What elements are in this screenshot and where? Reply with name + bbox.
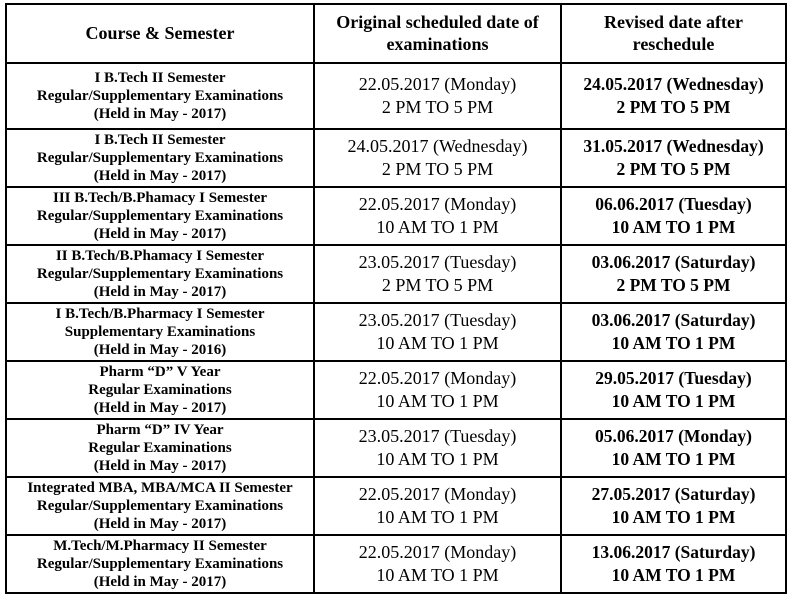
revised-date-cell-line: 29.05.2017 (Tuesday) — [595, 368, 752, 389]
course-cell-line: (Held in May - 2017) — [93, 226, 227, 242]
original-date-cell-line: 22.05.2017 (Monday) — [358, 483, 517, 504]
table-row — [6, 303, 786, 361]
revised-date-cell — [561, 129, 786, 187]
original-date-cell-line: 10 AM TO 1 PM — [376, 217, 499, 237]
revised-date-cell — [561, 63, 786, 129]
original-date-cell-line: 23.05.2017 (Tuesday) — [358, 309, 517, 330]
original-date-cell-line: 22.05.2017 (Monday) — [358, 73, 517, 94]
exam-reschedule-table — [5, 3, 787, 594]
course-cell-line: Pharm “D” V Year — [99, 364, 221, 380]
course-cell-line: (Held in May - 2017) — [93, 106, 227, 122]
table-row — [6, 419, 786, 477]
original-date-cell-line: 10 AM TO 1 PM — [376, 507, 499, 527]
course-cell-line: Supplementary Examinations — [64, 324, 256, 340]
original-date-cell-line: 10 AM TO 1 PM — [376, 391, 499, 411]
course-cell-line: (Held in May - 2017) — [93, 168, 227, 184]
course-cell-line: I B.Tech/B.Pharmacy I Semester — [55, 306, 265, 322]
revised-date-cell — [561, 535, 786, 593]
revised-date-cell-line: 2 PM TO 5 PM — [616, 275, 731, 295]
table-header-row — [6, 4, 786, 63]
table-row — [6, 361, 786, 419]
course-cell-line: I B.Tech II Semester — [94, 70, 226, 86]
course-cell-line: Regular/Supplementary Examinations — [36, 150, 284, 166]
original-date-cell — [314, 361, 561, 419]
original-date-cell-line: 23.05.2017 (Tuesday) — [358, 425, 517, 446]
column-header-revised-date — [561, 4, 786, 63]
original-date-cell — [314, 419, 561, 477]
table-body — [6, 63, 786, 593]
revised-date-cell-line: 10 AM TO 1 PM — [611, 391, 736, 411]
course-cell-line: Regular/Supplementary Examinations — [36, 208, 284, 224]
revised-date-cell-line: 27.05.2017 (Saturday) — [591, 484, 756, 505]
course-cell-line: (Held in May - 2017) — [93, 458, 227, 474]
course-cell-line: Regular/Supplementary Examinations — [36, 88, 284, 104]
course-cell-line: II B.Tech/B.Phamacy I Semester — [55, 248, 265, 264]
course-cell-line: Regular/Supplementary Examinations — [36, 556, 284, 572]
course-cell — [6, 303, 314, 361]
table-row — [6, 477, 786, 535]
course-cell — [6, 535, 314, 593]
revised-date-cell-line: 2 PM TO 5 PM — [616, 159, 731, 179]
course-cell-line: (Held in May - 2017) — [93, 400, 227, 416]
course-cell — [6, 129, 314, 187]
course-cell — [6, 63, 314, 129]
original-date-cell — [314, 129, 561, 187]
revised-date-cell-line: 03.06.2017 (Saturday) — [591, 310, 756, 331]
column-header-line: Course & Semester — [85, 22, 235, 43]
original-date-cell-line: 24.05.2017 (Wednesday) — [347, 135, 528, 156]
table-row — [6, 245, 786, 303]
table-row — [6, 535, 786, 593]
revised-date-cell-line: 10 AM TO 1 PM — [611, 507, 736, 527]
original-date-cell-line: 22.05.2017 (Monday) — [358, 367, 517, 388]
course-cell — [6, 477, 314, 535]
revised-date-cell — [561, 477, 786, 535]
revised-date-cell-line: 10 AM TO 1 PM — [611, 217, 736, 237]
course-cell — [6, 245, 314, 303]
course-cell-line: (Held in May - 2017) — [93, 284, 227, 300]
column-header-original-date — [314, 4, 561, 63]
table-row — [6, 63, 786, 129]
revised-date-cell-line: 10 AM TO 1 PM — [611, 449, 736, 469]
course-cell-line: III B.Tech/B.Phamacy I Semester — [52, 190, 268, 206]
revised-date-cell-line: 10 AM TO 1 PM — [611, 565, 736, 585]
original-date-cell-line: 23.05.2017 (Tuesday) — [358, 251, 517, 272]
revised-date-cell-line: 13.06.2017 (Saturday) — [591, 542, 756, 563]
revised-date-cell-line: 03.06.2017 (Saturday) — [591, 252, 756, 273]
course-cell-line: (Held in May - 2017) — [93, 574, 227, 590]
revised-date-cell-line: 06.06.2017 (Tuesday) — [595, 194, 752, 215]
course-cell — [6, 419, 314, 477]
course-cell-line: Regular Examinations — [88, 382, 232, 398]
course-cell-line: M.Tech/M.Pharmacy II Semester — [53, 538, 267, 554]
course-cell-line: (Held in May - 2016) — [93, 342, 227, 358]
original-date-cell-line: 22.05.2017 (Monday) — [358, 193, 517, 214]
course-cell-line: Regular/Supplementary Examinations — [36, 498, 284, 514]
revised-date-cell-line: 24.05.2017 (Wednesday) — [583, 74, 764, 95]
column-header-line: Revised date after — [604, 11, 743, 32]
column-header-line: examinations — [386, 33, 489, 54]
revised-date-cell-line: 05.06.2017 (Monday) — [594, 426, 752, 447]
revised-date-cell — [561, 419, 786, 477]
revised-date-cell-line: 2 PM TO 5 PM — [616, 97, 731, 117]
original-date-cell-line: 2 PM TO 5 PM — [381, 275, 494, 295]
original-date-cell-line: 22.05.2017 (Monday) — [358, 541, 517, 562]
original-date-cell — [314, 535, 561, 593]
column-header-line: Original scheduled date of — [336, 11, 539, 32]
revised-date-cell-line: 31.05.2017 (Wednesday) — [583, 136, 764, 157]
table-row — [6, 129, 786, 187]
original-date-cell-line: 2 PM TO 5 PM — [381, 97, 494, 117]
course-cell-line: Integrated MBA, MBA/MCA II Semester — [27, 480, 293, 496]
column-header-line: reschedule — [632, 33, 715, 54]
revised-date-cell — [561, 361, 786, 419]
revised-date-cell — [561, 245, 786, 303]
course-cell-line: (Held in May - 2017) — [93, 516, 227, 532]
original-date-cell — [314, 303, 561, 361]
original-date-cell-line: 2 PM TO 5 PM — [381, 159, 494, 179]
original-date-cell — [314, 187, 561, 245]
course-cell — [6, 361, 314, 419]
original-date-cell-line: 10 AM TO 1 PM — [376, 449, 499, 469]
original-date-cell — [314, 63, 561, 129]
course-cell — [6, 187, 314, 245]
course-cell-line: Regular/Supplementary Examinations — [36, 266, 284, 282]
course-cell-line: I B.Tech II Semester — [94, 132, 226, 148]
course-cell-line: Regular Examinations — [88, 440, 232, 456]
course-cell-line: Pharm “D” IV Year — [96, 422, 224, 438]
original-date-cell — [314, 477, 561, 535]
revised-date-cell — [561, 303, 786, 361]
original-date-cell-line: 10 AM TO 1 PM — [376, 565, 499, 585]
original-date-cell — [314, 245, 561, 303]
original-date-cell-line: 10 AM TO 1 PM — [376, 333, 499, 353]
table-row — [6, 187, 786, 245]
revised-date-cell — [561, 187, 786, 245]
revised-date-cell-line: 10 AM TO 1 PM — [611, 333, 736, 353]
column-header-course-semester — [6, 4, 314, 63]
